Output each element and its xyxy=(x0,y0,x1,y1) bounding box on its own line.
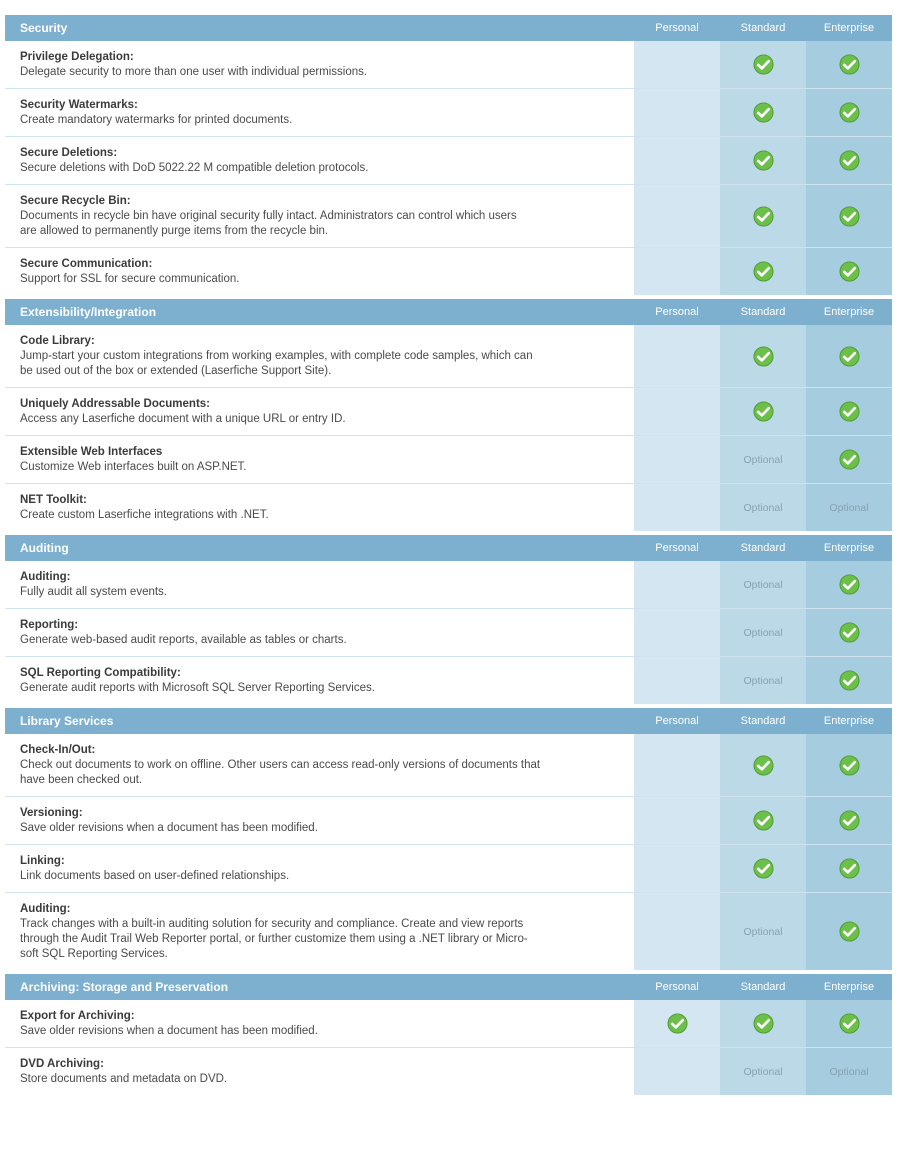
section-body xyxy=(5,734,892,970)
section-body xyxy=(5,561,892,704)
personal-cell xyxy=(634,484,720,531)
feature-description: Fully audit all system events. xyxy=(20,586,168,598)
check-icon xyxy=(667,1013,688,1034)
feature-name: Export for Archiving: xyxy=(20,1010,135,1022)
enterprise-cell xyxy=(806,89,892,136)
feature-description: Save older revisions when a document has been modified. xyxy=(20,822,318,834)
feature-name: Secure Recycle Bin: xyxy=(20,195,131,207)
check-icon xyxy=(839,1013,860,1034)
personal-cell xyxy=(634,561,720,608)
feature-row xyxy=(5,797,892,845)
personal-cell xyxy=(634,657,720,704)
check-icon xyxy=(753,54,774,75)
enterprise-cell xyxy=(806,41,892,88)
feature-row xyxy=(5,561,892,609)
enterprise-cell xyxy=(806,248,892,295)
check-icon xyxy=(839,755,860,776)
feature-cell xyxy=(5,484,634,531)
section-title: Auditing xyxy=(20,541,69,555)
enterprise-cell xyxy=(806,609,892,656)
column-header-standard: Standard xyxy=(740,715,786,727)
personal-cell xyxy=(634,609,720,656)
feature-cell xyxy=(5,89,634,136)
optional-label: Optional xyxy=(743,501,783,514)
optional-label: Optional xyxy=(743,1065,783,1078)
feature-name: NET Toolkit: xyxy=(20,494,87,506)
enterprise-cell xyxy=(806,734,892,796)
feature-description: Check out documents to work on offline. Other users can access read-only versions of documents that xyxy=(20,759,541,771)
check-icon xyxy=(839,150,860,171)
personal-cell xyxy=(634,388,720,435)
feature-description: have been checked out. xyxy=(20,774,143,786)
feature-row xyxy=(5,845,892,893)
enterprise-cell xyxy=(806,436,892,483)
optional-label: Optional xyxy=(743,453,783,466)
enterprise-cell xyxy=(806,1048,892,1095)
standard-cell xyxy=(720,657,806,704)
standard-cell xyxy=(720,1000,806,1047)
feature-description: are allowed to permanently purge items from the recycle bin. xyxy=(20,225,329,237)
feature-comparison-table xyxy=(5,15,892,1099)
feature-name: Linking: xyxy=(20,855,65,867)
column-header-enterprise: Enterprise xyxy=(823,981,875,993)
feature-name: Versioning: xyxy=(20,807,83,819)
feature-row xyxy=(5,325,892,388)
feature-description: be used out of the box or extended (Laserfiche Support Site). xyxy=(20,365,332,377)
feature-row xyxy=(5,1048,892,1095)
column-header-enterprise: Enterprise xyxy=(823,306,875,318)
standard-cell xyxy=(720,1048,806,1095)
feature-row xyxy=(5,248,892,295)
section-header xyxy=(5,15,892,41)
feature-cell xyxy=(5,845,634,892)
check-icon xyxy=(839,622,860,643)
feature-cell xyxy=(5,797,634,844)
feature-cell xyxy=(5,388,634,435)
section-body xyxy=(5,1000,892,1095)
personal-cell xyxy=(634,185,720,247)
feature-row xyxy=(5,436,892,484)
feature-cell xyxy=(5,41,634,88)
standard-cell xyxy=(720,248,806,295)
column-header-enterprise: Enterprise xyxy=(823,542,875,554)
standard-cell xyxy=(720,609,806,656)
feature-description: Support for SSL for secure communication. xyxy=(20,273,240,285)
check-icon xyxy=(839,401,860,422)
column-header-personal: Personal xyxy=(655,542,699,554)
feature-description: Secure deletions with DoD 5022.22 M compatible deletion protocols. xyxy=(20,162,369,174)
feature-cell xyxy=(5,734,634,796)
feature-row xyxy=(5,609,892,657)
column-header-standard: Standard xyxy=(740,22,786,34)
personal-cell xyxy=(634,845,720,892)
section-title: Security xyxy=(20,21,68,35)
feature-cell xyxy=(5,561,634,608)
standard-cell xyxy=(720,41,806,88)
optional-label: Optional xyxy=(829,1065,869,1078)
section xyxy=(5,15,892,295)
section-title: Archiving: Storage and Preservation xyxy=(20,980,229,994)
check-icon xyxy=(753,1013,774,1034)
check-icon xyxy=(839,449,860,470)
section xyxy=(5,974,892,1095)
feature-cell xyxy=(5,185,634,247)
optional-label: Optional xyxy=(743,626,783,639)
feature-name: Check-In/Out: xyxy=(20,744,96,756)
feature-name: Code Library: xyxy=(20,335,95,347)
feature-cell xyxy=(5,609,634,656)
standard-cell xyxy=(720,89,806,136)
feature-description: Access any Laserfiche document with a unique URL or entry ID. xyxy=(20,413,346,425)
optional-label: Optional xyxy=(743,925,783,938)
personal-cell xyxy=(634,89,720,136)
check-icon xyxy=(753,102,774,123)
feature-description: Create mandatory watermarks for printed documents. xyxy=(20,114,293,126)
check-icon xyxy=(839,206,860,227)
section-title: Extensibility/Integration xyxy=(20,305,157,319)
feature-cell xyxy=(5,893,634,970)
optional-label: Optional xyxy=(743,674,783,687)
feature-description: Delegate security to more than one user with individual permissions. xyxy=(20,66,368,78)
feature-description: Create custom Laserfiche integrations with .NET. xyxy=(20,509,269,521)
personal-cell xyxy=(634,137,720,184)
feature-description: soft SQL Reporting Services. xyxy=(20,948,168,960)
column-header-enterprise: Enterprise xyxy=(823,715,875,727)
enterprise-cell xyxy=(806,325,892,387)
feature-description: Documents in recycle bin have original security fully intact. Administrators can control which users xyxy=(20,210,517,222)
personal-cell xyxy=(634,893,720,970)
standard-cell xyxy=(720,137,806,184)
feature-cell xyxy=(5,1000,634,1047)
feature-description: Store documents and metadata on DVD. xyxy=(20,1073,228,1085)
standard-cell xyxy=(720,893,806,970)
standard-cell xyxy=(720,484,806,531)
feature-row xyxy=(5,893,892,970)
check-icon xyxy=(839,670,860,691)
check-icon xyxy=(753,401,774,422)
feature-row xyxy=(5,734,892,797)
feature-description: through the Audit Trail Web Reporter portal, or further customize them using a .NET library or Micro- xyxy=(20,933,528,945)
standard-cell xyxy=(720,797,806,844)
feature-cell xyxy=(5,248,634,295)
section-title: Library Services xyxy=(20,714,114,728)
feature-description: Track changes with a built-in auditing solution for security and compliance. Create and view reports xyxy=(20,918,524,930)
check-icon xyxy=(753,346,774,367)
personal-cell xyxy=(634,248,720,295)
section-header xyxy=(5,535,892,561)
enterprise-cell xyxy=(806,388,892,435)
standard-cell xyxy=(720,561,806,608)
feature-row xyxy=(5,388,892,436)
check-icon xyxy=(839,810,860,831)
enterprise-cell xyxy=(806,185,892,247)
feature-name: DVD Archiving: xyxy=(20,1058,104,1070)
feature-row xyxy=(5,185,892,248)
section-header xyxy=(5,299,892,325)
enterprise-cell xyxy=(806,845,892,892)
check-icon xyxy=(839,54,860,75)
optional-label: Optional xyxy=(829,501,869,514)
feature-description: Generate audit reports with Microsoft SQL Server Reporting Services. xyxy=(20,682,375,694)
check-icon xyxy=(753,858,774,879)
personal-cell xyxy=(634,734,720,796)
personal-cell xyxy=(634,325,720,387)
section xyxy=(5,535,892,704)
personal-cell xyxy=(634,41,720,88)
column-header-standard: Standard xyxy=(740,981,786,993)
feature-cell xyxy=(5,436,634,483)
enterprise-cell xyxy=(806,657,892,704)
check-icon xyxy=(839,574,860,595)
feature-description: Save older revisions when a document has been modified. xyxy=(20,1025,318,1037)
enterprise-cell xyxy=(806,137,892,184)
feature-cell xyxy=(5,657,634,704)
check-icon xyxy=(839,921,860,942)
enterprise-cell xyxy=(806,893,892,970)
column-header-personal: Personal xyxy=(655,22,699,34)
feature-row xyxy=(5,1000,892,1048)
feature-description: Link documents based on user-defined relationships. xyxy=(20,870,290,882)
feature-description: Jump-start your custom integrations from working examples, with complete code samples, which can xyxy=(20,350,533,362)
feature-cell xyxy=(5,137,634,184)
section-header xyxy=(5,708,892,734)
optional-label: Optional xyxy=(743,578,783,591)
feature-row xyxy=(5,137,892,185)
column-header-personal: Personal xyxy=(655,306,699,318)
feature-row xyxy=(5,41,892,89)
feature-cell xyxy=(5,325,634,387)
feature-name: Security Watermarks: xyxy=(20,99,138,111)
column-header-personal: Personal xyxy=(655,981,699,993)
feature-name: Extensible Web Interfaces xyxy=(20,446,163,458)
check-icon xyxy=(753,755,774,776)
feature-description: Customize Web interfaces built on ASP.NET. xyxy=(20,461,247,473)
check-icon xyxy=(839,261,860,282)
feature-row xyxy=(5,89,892,137)
feature-cell xyxy=(5,1048,634,1095)
feature-name: Secure Communication: xyxy=(20,258,153,270)
column-header-personal: Personal xyxy=(655,715,699,727)
check-icon xyxy=(839,858,860,879)
check-icon xyxy=(753,810,774,831)
section xyxy=(5,299,892,531)
check-icon xyxy=(839,102,860,123)
enterprise-cell xyxy=(806,484,892,531)
standard-cell xyxy=(720,845,806,892)
standard-cell xyxy=(720,185,806,247)
feature-name: Reporting: xyxy=(20,619,79,631)
check-icon xyxy=(753,206,774,227)
section-body xyxy=(5,325,892,531)
column-header-standard: Standard xyxy=(740,306,786,318)
personal-cell xyxy=(634,1000,720,1047)
feature-row xyxy=(5,484,892,531)
enterprise-cell xyxy=(806,797,892,844)
feature-description: Generate web-based audit reports, available as tables or charts. xyxy=(20,634,347,646)
section-body xyxy=(5,41,892,295)
feature-row xyxy=(5,657,892,704)
check-icon xyxy=(839,346,860,367)
section-header xyxy=(5,974,892,1000)
feature-name: Secure Deletions: xyxy=(20,147,118,159)
personal-cell xyxy=(634,436,720,483)
section xyxy=(5,708,892,970)
enterprise-cell xyxy=(806,1000,892,1047)
standard-cell xyxy=(720,436,806,483)
feature-name: SQL Reporting Compatibility: xyxy=(20,667,181,679)
check-icon xyxy=(753,150,774,171)
column-header-standard: Standard xyxy=(740,542,786,554)
check-icon xyxy=(753,261,774,282)
feature-name: Auditing: xyxy=(20,571,71,583)
standard-cell xyxy=(720,388,806,435)
personal-cell xyxy=(634,797,720,844)
feature-name: Auditing: xyxy=(20,903,71,915)
standard-cell xyxy=(720,325,806,387)
personal-cell xyxy=(634,1048,720,1095)
column-header-enterprise: Enterprise xyxy=(823,22,875,34)
enterprise-cell xyxy=(806,561,892,608)
standard-cell xyxy=(720,734,806,796)
feature-name: Privilege Delegation: xyxy=(20,51,134,63)
feature-name: Uniquely Addressable Documents: xyxy=(20,398,211,410)
